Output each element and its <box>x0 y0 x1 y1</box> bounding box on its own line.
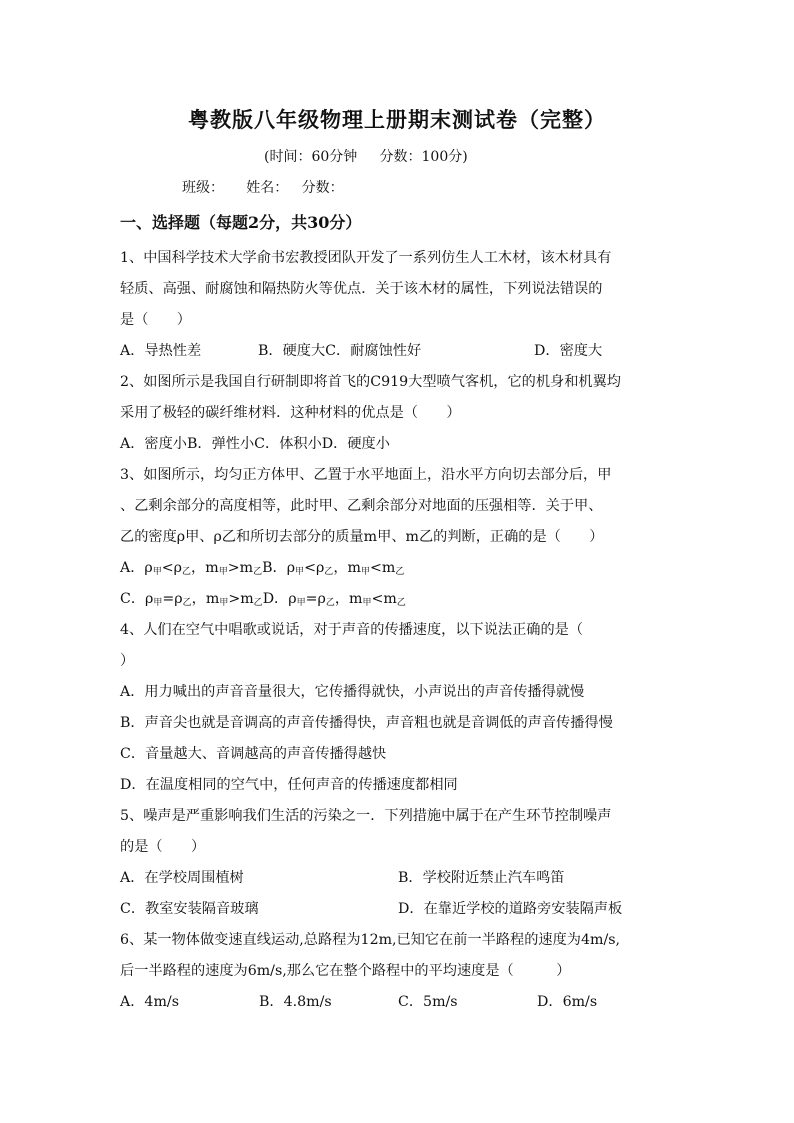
question-5-line-2: 的是（ ） <box>120 839 206 855</box>
question-5-options-ab <box>120 863 680 894</box>
question-1-option-d: D．密度大 <box>534 343 603 359</box>
question-4-option-a: A．用力喊出的声音音量很大，它传播得就快，小声说出的声音传播得就慢 <box>120 684 585 700</box>
student-info-line: 班级： 姓名： 分数： <box>182 180 344 196</box>
question-1-option-bc: B．硬度大C．耐腐蚀性好 <box>258 343 422 359</box>
question-4-option-c: C．音量越大、音调越高的声音传播得越快 <box>120 746 387 762</box>
question-5-option-c: C．教室安装隔音玻璃 <box>120 901 259 917</box>
exam-time-score: (时间：60分钟 分数：100分) <box>264 149 468 165</box>
section-heading: 一、选择题（每题2分，共30分） <box>120 213 362 232</box>
question-5-line-1: 5、噪声是严重影响我们生活的污染之一．下列措施中属于在产生环节控制噪声 <box>120 808 612 824</box>
question-6-option-a: A．4m/s <box>120 994 179 1010</box>
question-5-option-b: B．学校附近禁止汽车鸣笛 <box>398 870 565 886</box>
question-6-option-d: D．6m/s <box>537 994 598 1010</box>
question-1-line-2: 轻质、高强、耐腐蚀和隔热防火等优点．关于该木材的属性，下列说法错误的 <box>120 281 603 297</box>
question-3-line-2: 、乙剩余部分的高度相等，此时甲、乙剩余部分对地面的压强相等．关于甲、 <box>120 498 603 514</box>
question-3-options-ab: A．$\rho_甲<\rho_乙$，$m_甲>m_乙B$．$\rho_甲<\rho_乙$，$m_甲<m_乙$ <box>120 560 405 577</box>
question-6-options <box>120 987 680 1018</box>
question-2-line-1: 2、如图所示是我国自行研制即将首飞的C919大型喷气客机，它的机身和机翼均 <box>120 374 621 390</box>
question-5-options-cd <box>120 894 680 925</box>
question-4-line-1: 4、人们在空气中唱歌或说话，对于声音的传播速度，以下说法正确的是（ <box>120 622 584 638</box>
question-1-line-3: 是（ ） <box>120 312 191 328</box>
question-2-line-2: 采用了极轻的碳纤维材料．这种材料的优点是（ ） <box>120 405 461 421</box>
question-6-line-1: 6、某一物体做变速直线运动,总路程为12m,已知它在前一半路程的速度为4m/s, <box>120 932 621 948</box>
question-1-option-a: A．导热性差 <box>120 343 202 359</box>
question-6-option-b: B．4.8m/s <box>259 994 332 1010</box>
question-6-option-c: C．5m/s <box>398 994 458 1010</box>
question-4-line-2: ） <box>120 653 135 669</box>
question-3-line-3: 乙的密度ρ甲、ρ乙和所切去部分的质量m甲、m乙的判断，正确的是（ ） <box>120 529 604 545</box>
question-5-option-a: A．在学校周围植树 <box>120 870 244 886</box>
question-3-options-cd: C．$\rho_甲=\rho_乙$，$m_甲>m_乙D$．$\rho_甲=\rho_乙$，$m_甲<m_乙$ <box>120 591 406 608</box>
question-1-options <box>120 336 680 367</box>
question-3-line-1: 3、如图所示，均匀正方体甲、乙置于水平地面上，沿水平方向切去部分后，甲 <box>120 467 612 483</box>
page-title: 粤教版八年级物理上册期末测试卷（完整） <box>188 107 606 132</box>
question-5-option-d: D．在靠近学校的道路旁安装隔声板 <box>398 901 623 917</box>
question-2-options: A．密度小B．弹性小C．体积小D．硬度小 <box>120 436 390 452</box>
questions <box>120 243 680 1018</box>
question-6-line-2: 后一半路程的速度为6m/s,那么它在整个路程中的平均速度是（ ） <box>120 963 571 979</box>
question-1-line-1: 1、中国科学技术大学俞书宏教授团队开发了一系列仿生人工木材，该木材具有 <box>120 250 612 266</box>
question-4-option-b: B．声音尖也就是音调高的声音传播得快，声音粗也就是音调低的声音传播得慢 <box>120 715 613 731</box>
question-4-option-d: D．在温度相同的空气中，任何声音的传播速度都相同 <box>120 777 458 793</box>
